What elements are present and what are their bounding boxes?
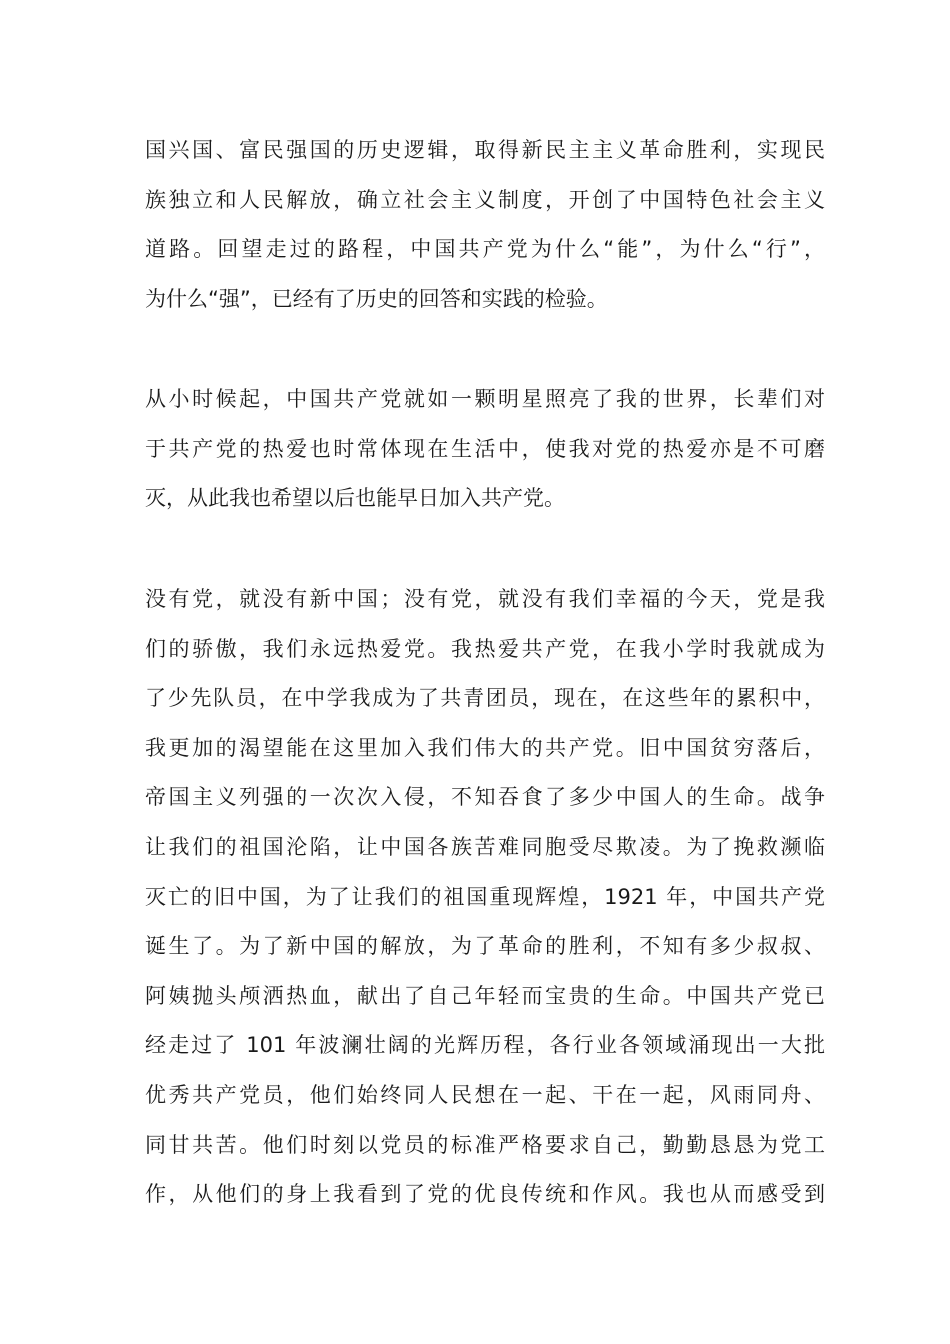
text-line: 帝国主义列强的一次次入侵，不知吞食了多少中国人的生命。战争	[145, 785, 825, 810]
text-line: 经走过了 101 年波澜壮阔的光辉历程，各行业各领域涌现出一大批	[145, 1033, 825, 1058]
text-line: 族独立和人民解放，确立社会主义制度，开创了中国特色社会主义	[145, 187, 825, 212]
text-line: 灭，从此我也希望以后也能早日加入共产党。	[145, 486, 565, 511]
text-line: 优秀共产党员，他们始终同人民想在一起、干在一起，风雨同舟、	[145, 1082, 825, 1107]
text-line: 同甘共苦。他们时刻以党员的标准严格要求自己，勤勤恳恳为党工	[145, 1132, 825, 1157]
text-line: 灭亡的旧中国，为了让我们的祖国重现辉煌，1921 年，中国共产党	[145, 884, 825, 909]
text-line: 我更加的渴望能在这里加入我们伟大的共产党。旧中国贫穷落后，	[145, 735, 825, 760]
text-line: 从小时候起，中国共产党就如一颗明星照亮了我的世界，长辈们对	[145, 387, 825, 411]
text-line: 诞生了。为了新中国的解放，为了革命的胜利，不知有多少叔叔、	[145, 934, 825, 959]
paragraph-1	[145, 126, 825, 324]
text-line: 道路。回望走过的路程，中国共产党为什么“能”，为什么“行”，	[145, 237, 825, 262]
text-line: 阿姨抛头颅洒热血，献出了自己年轻而宝贵的生命。中国共产党已	[145, 983, 825, 1008]
text-line: 为什么“强”，已经有了历史的回答和实践的检验。	[145, 286, 608, 311]
text-line: 没有党，就没有新中国；没有党，就没有我们幸福的今天，党是我	[145, 587, 825, 611]
text-line: 于共产党的热爱也时常体现在生活中，使我对党的热爱亦是不可磨	[145, 436, 825, 461]
text-line: 作，从他们的身上我看到了党的优良传统和作风。我也从而感受到	[145, 1182, 825, 1207]
text-line: 让我们的祖国沦陷，让中国各族苦难同胞受尽欺凌。为了挽救濒临	[145, 834, 825, 859]
text-line: 国兴国、富民强国的历史逻辑，取得新民主主义革命胜利，实现民	[145, 138, 825, 162]
text-line: 了少先队员，在中学我成为了共青团员，现在，在这些年的累积中，	[145, 686, 825, 711]
paragraph-3	[145, 575, 825, 1220]
text-line: 们的骄傲，我们永远热爱党。我热爱共产党，在我小学时我就成为	[145, 636, 825, 661]
paragraph-2	[145, 375, 825, 524]
